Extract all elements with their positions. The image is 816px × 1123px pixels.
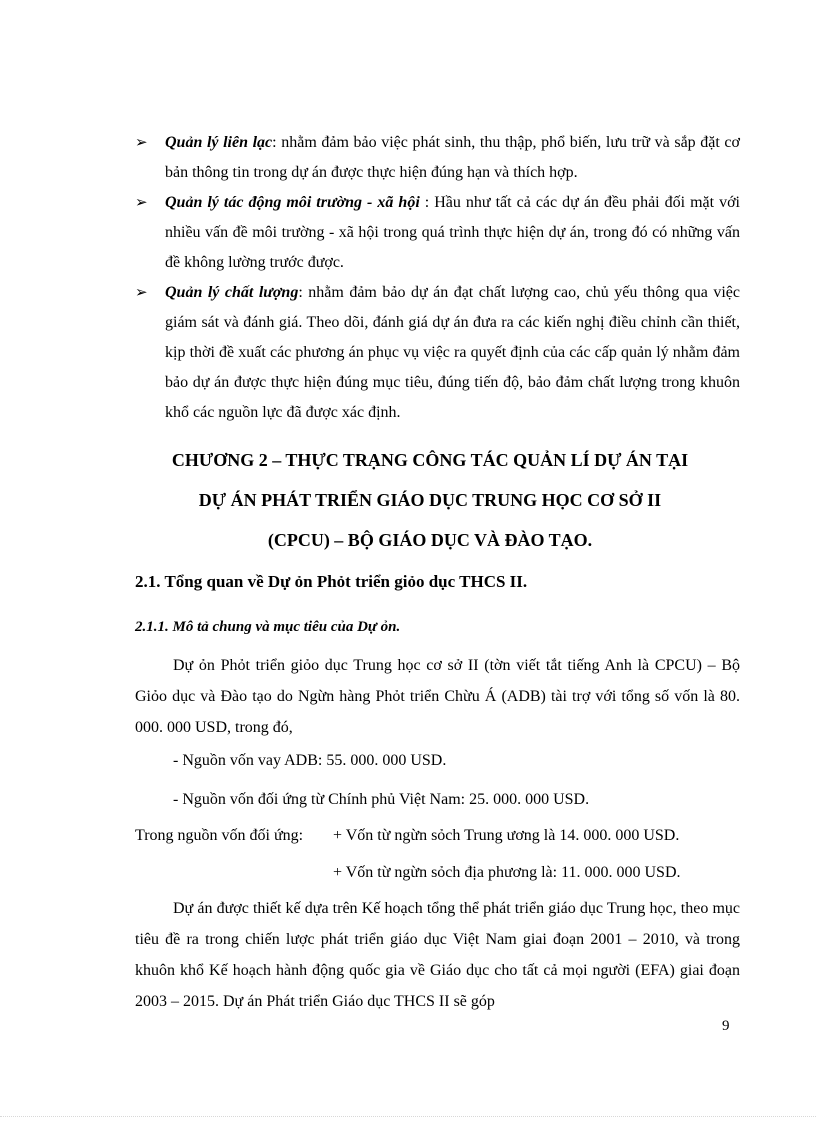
local-budget-line: + Vốn từ ngừn sỏch địa phương là: 11. 000. 000 USD. xyxy=(333,864,681,881)
chapter-title-line-3: (CPCU) – BỘ GIÁO DỤC VÀ ĐÀO TẠO. xyxy=(267,530,593,550)
counterpart-fund-line: - Nguồn vốn đối ứng từ Chính phủ Việt Nam: 25. 000. 000 USD. xyxy=(173,791,590,808)
arrow-bullet-icon: ➢ xyxy=(135,195,148,211)
adb-loan-line: - Nguồn vốn vay ADB: 55. 000. 000 USD. xyxy=(173,752,447,769)
bullet-description: nhằm đảm bảo dự án đạt chất lượng cao, chủ yếu thông qua việc giám sát và đánh giá. Theo dõi, đánh giá dự án đưa ra các kiến nghị điều chỉnh cần thiết, kịp thời đề xuất các phương án phục vụ việc ra quyết định của các cấp quản lý nhằm đảm bảo dự án được thực hiện đúng mục tiêu, đúng tiến độ, bảo đảm chất lượng trong khuôn khổ các nguồn lực đã được xác định. xyxy=(165,284,741,421)
bullet-separator: : xyxy=(298,284,303,301)
bullet-description: nhằm đảm bảo việc phát sinh, thu thập, phổ biến, lưu trữ và sắp đặt cơ bản thông tin trong dự án được thực hiện đúng hạn và thích hợp. xyxy=(165,134,740,181)
section-heading-2-1: 2.1. Tổng quan về Dự ỏn Phỏt triển giỏo dục THCS II. xyxy=(135,572,528,591)
arrow-bullet-icon: ➢ xyxy=(135,135,148,151)
bullet-separator: : xyxy=(272,134,277,151)
body-paragraph-funding: Dự ỏn Phỏt triển giỏo dục Trung học cơ sở II (tờn viết tắt tiếng Anh là CPCU) – Bộ Giỏo dục và Đào tạo do Ngừn hàng Phỏt triển Chừu Á (ADB) tài trợ với tổng số vốn là 80. 000. 000 USD, trong đó, xyxy=(135,657,740,736)
bullet-item-quality xyxy=(135,278,740,428)
bullet-term: Quản lý liên lạc xyxy=(165,134,273,151)
page-number: 9 xyxy=(722,1018,730,1034)
page-bottom-divider xyxy=(0,1116,816,1117)
bullet-term: Quản lý tác động môi trường - xã hội xyxy=(165,194,420,211)
chapter-title-line-2: DỰ ÁN PHÁT TRIỂN GIÁO DỤC TRUNG HỌC CƠ SỞ II xyxy=(198,490,662,510)
bullet-separator: : xyxy=(419,194,430,211)
bullet-description: Hầu như tất cả các dự án đều phải đối mặt với nhiều vấn đề môi trường - xã hội trong quá trình thực hiện dự án, trong đó có những vấn đề không lường trước được. xyxy=(165,194,740,271)
counterpart-label: Trong nguồn vốn đối ứng: xyxy=(135,827,304,844)
central-budget-line: + Vốn từ ngừn sỏch Trung ương là 14. 000. 000 USD. xyxy=(333,827,680,844)
chapter-title-line-1: CHƯƠNG 2 – THỰC TRẠNG CÔNG TÁC QUẢN LÍ DỰ ÁN TẠI xyxy=(171,450,689,470)
section-heading-2-1-1: 2.1.1. Mô tả chung và mục tiêu của Dự ỏn. xyxy=(135,619,401,635)
body-paragraph-design: Dự án được thiết kế dựa trên Kế hoạch tổng thể phát triển giáo dục Trung học, theo mục tiêu đề ra trong chiến lược phát triển giáo dục Việt Nam giai đoạn 2001 – 2010, và trong khuôn khổ Kế hoạch hành động quốc gia về Giáo dục cho tất cả mọi người (EFA) giai đoạn 2003 – 2015. Dự án Phát triển Giáo dục THCS II sẽ góp xyxy=(135,900,740,1010)
bullet-text xyxy=(165,188,740,278)
bullet-item-environment xyxy=(135,188,740,278)
bullet-item-communication xyxy=(135,128,740,188)
bullet-term: Quản lý chất lượng xyxy=(165,284,299,301)
bullet-text xyxy=(165,128,740,188)
bullet-text xyxy=(165,278,740,428)
arrow-bullet-icon: ➢ xyxy=(135,285,148,301)
